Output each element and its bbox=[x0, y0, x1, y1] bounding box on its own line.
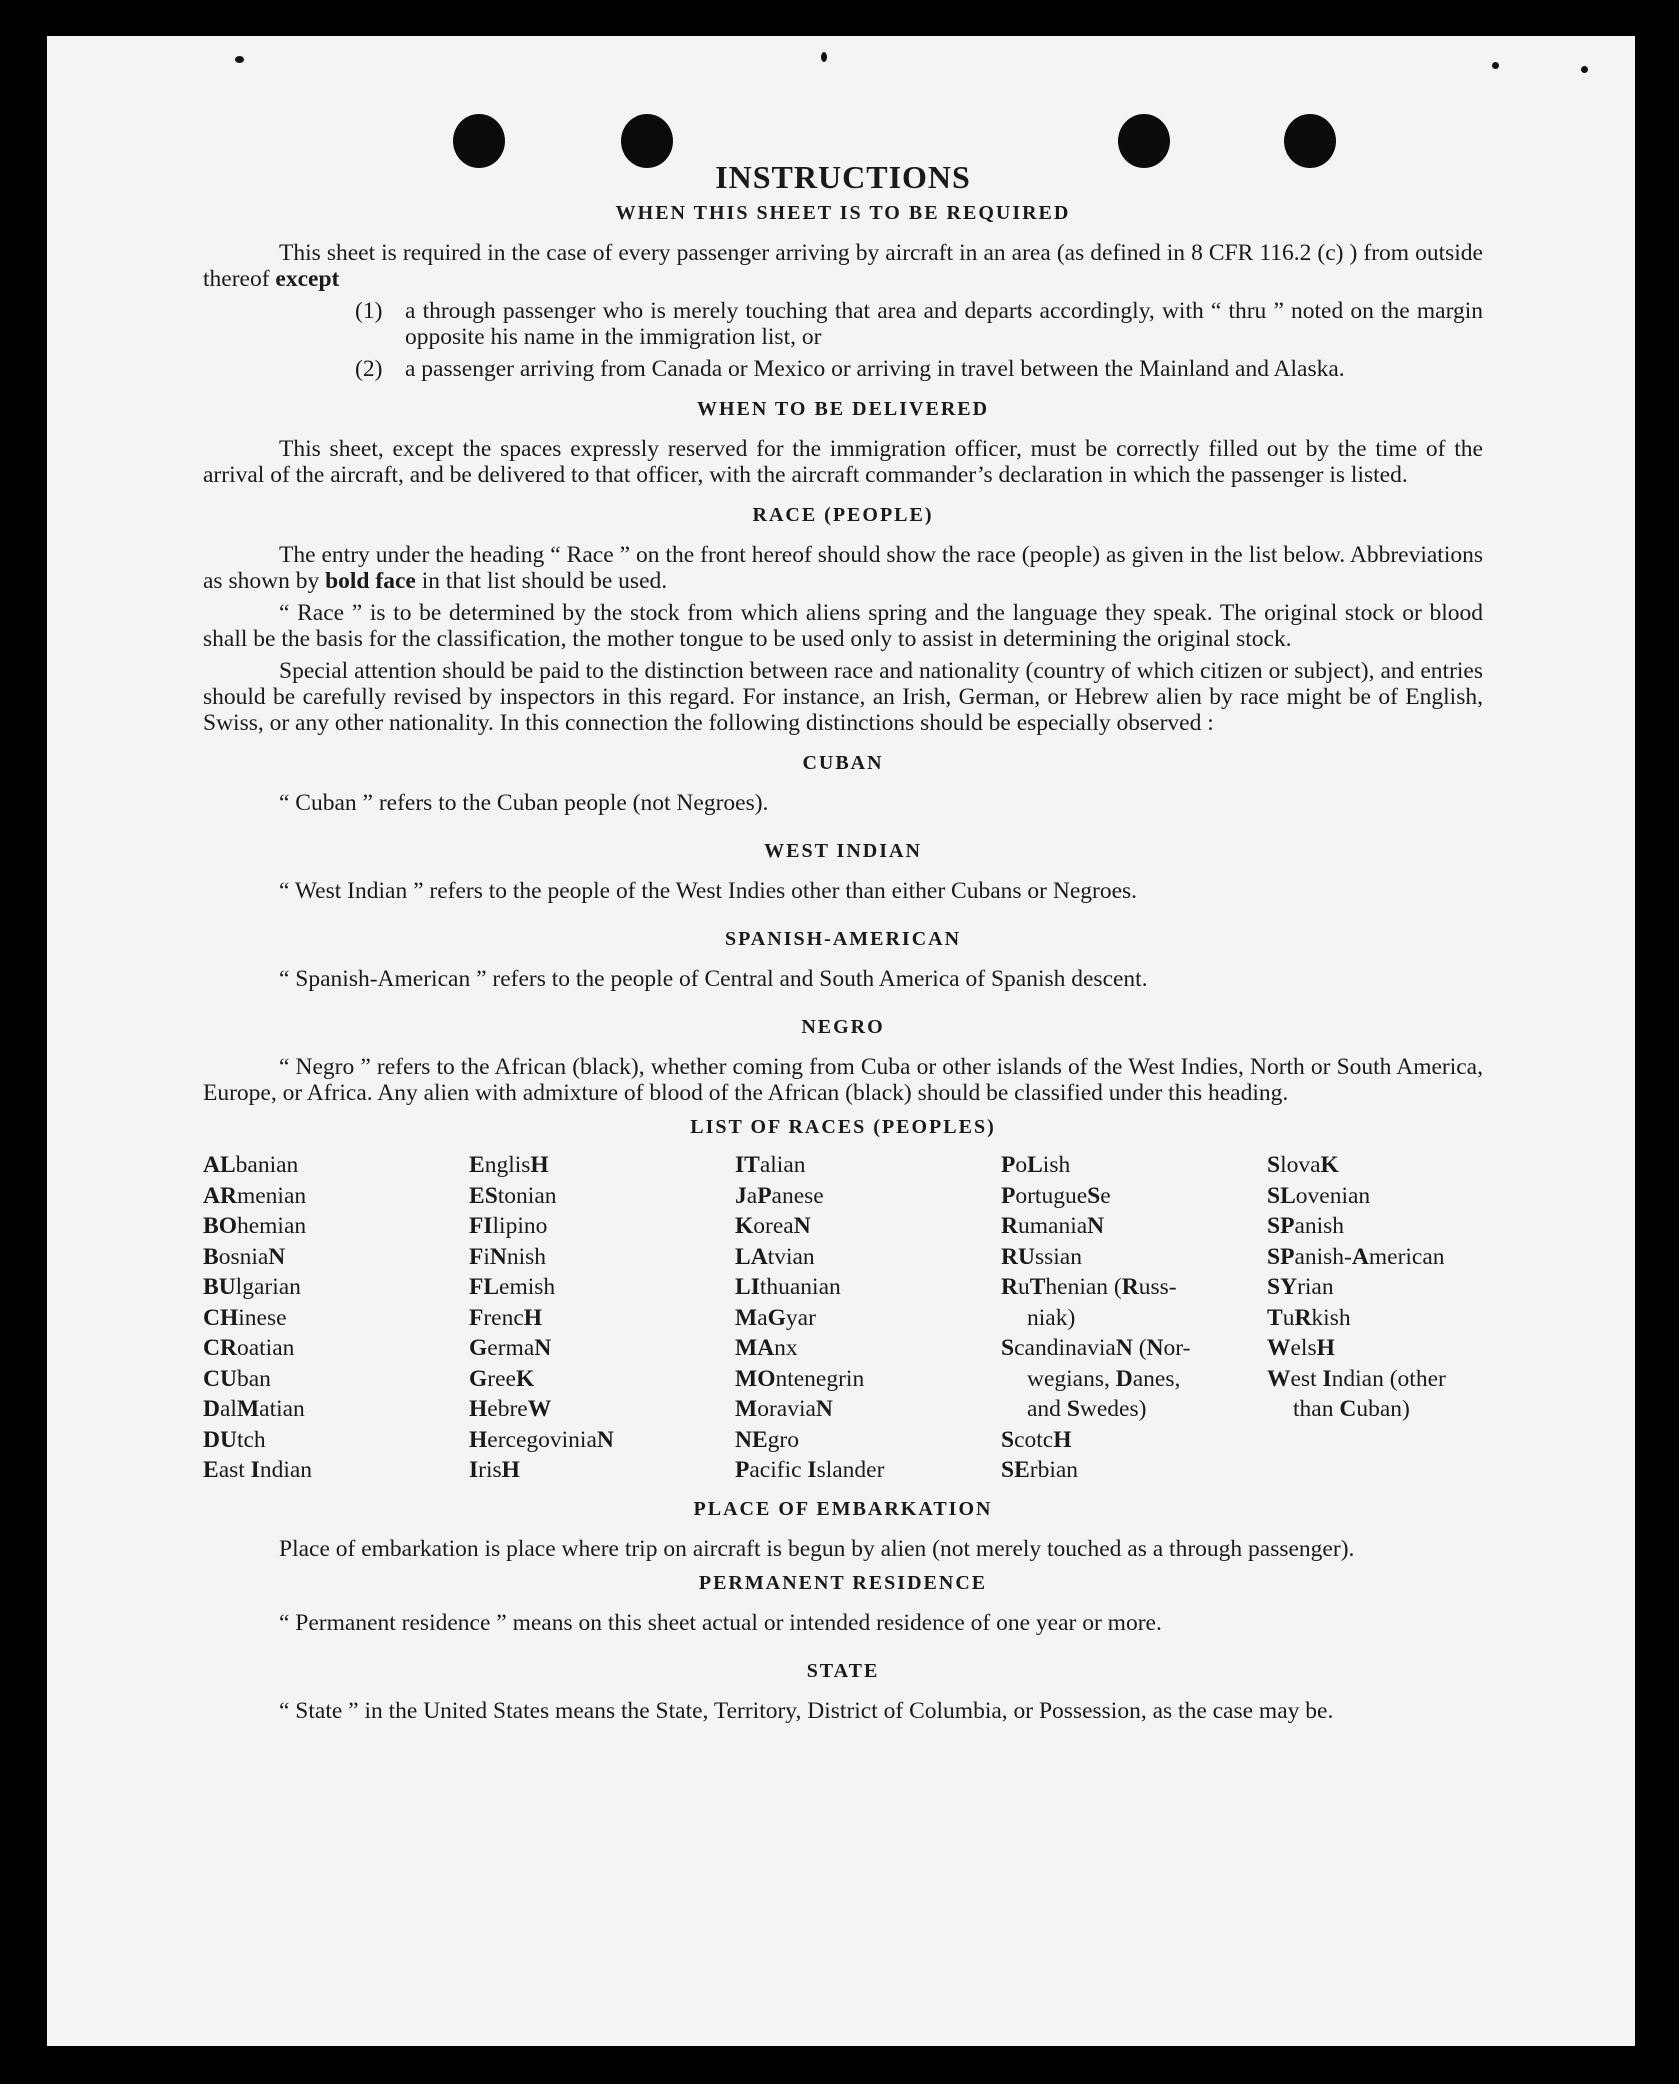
race-entry: DUtch bbox=[203, 1426, 266, 1453]
race-entry: FIlipino bbox=[469, 1213, 548, 1239]
speck bbox=[821, 52, 827, 62]
race-entry: FLemish bbox=[469, 1274, 556, 1300]
races-column bbox=[203, 1150, 469, 1486]
when-delivered-text: This sheet, except the spaces expressly reserved for the immigration officer, must be correctly filled out by the time of the arrival of the aircraft, and be delivered to that officer, with the aircraft commander’s declaration in which the passenger is listed. bbox=[203, 436, 1483, 488]
race-entry: TuRkish bbox=[1267, 1304, 1351, 1331]
race-entry: PoLish bbox=[1001, 1152, 1071, 1178]
heading-state: STATE bbox=[806, 1659, 880, 1682]
instructions-content bbox=[203, 160, 1483, 1724]
race-entry: ARmenian bbox=[203, 1182, 307, 1209]
heading-race: RACE (PEOPLE) bbox=[752, 504, 934, 526]
heading-cuban: CUBAN bbox=[802, 752, 884, 774]
race-entry: RUssian bbox=[1001, 1243, 1082, 1270]
race-entry: SlovaK bbox=[1267, 1152, 1339, 1178]
race-entry: PortugueSe bbox=[1001, 1182, 1111, 1209]
race-entry: CHinese bbox=[203, 1304, 287, 1331]
heading-residence: PERMANENT RESIDENCE bbox=[698, 1571, 988, 1594]
race-entry: RumaniaN bbox=[1001, 1213, 1105, 1239]
races-column bbox=[1267, 1150, 1487, 1486]
heading-list-of-races: LIST OF RACES (PEOPLES) bbox=[690, 1116, 996, 1138]
page-title: INSTRUCTIONS bbox=[715, 159, 971, 195]
race-entry: ITalian bbox=[735, 1152, 806, 1178]
speck bbox=[1581, 66, 1588, 73]
negro-text: “ Negro ” refers to the African (black), whether coming from Cuba or other islands of the West Indies, North or South America, Europe, or Africa. Any alien with admixture of blood of the African (black) should be classified under this heading. bbox=[203, 1054, 1483, 1106]
race-entry: BosniaN bbox=[203, 1243, 286, 1270]
race-entry: and Swedes) bbox=[1027, 1396, 1147, 1422]
race-entry: EStonian bbox=[469, 1182, 557, 1209]
race-entry: FrencH bbox=[469, 1304, 543, 1331]
race-entry: SYrian bbox=[1267, 1274, 1334, 1300]
race-entry: SErbian bbox=[1001, 1457, 1079, 1483]
race-entry: Pacific Islander bbox=[735, 1457, 885, 1483]
race-entry: SLovenian bbox=[1267, 1182, 1371, 1209]
race-entry: SPanish bbox=[1267, 1213, 1345, 1239]
race-entry: FiNnish bbox=[469, 1243, 547, 1270]
race-entry: DalMatian bbox=[203, 1396, 305, 1422]
races-column bbox=[469, 1150, 735, 1486]
race-entry: West Indian (other bbox=[1267, 1365, 1446, 1392]
race-entry: wegians, Danes, bbox=[1027, 1365, 1181, 1392]
race-entry: niak) bbox=[1027, 1304, 1076, 1331]
race-entry: BUlgarian bbox=[203, 1274, 301, 1300]
spanish-american-text: “ Spanish-American ” refers to the people of Central and South America of Spanish descent. bbox=[279, 966, 1148, 992]
heading-embarkation: PLACE OF EMBARKATION bbox=[693, 1497, 993, 1520]
heading-negro: NEGRO bbox=[801, 1016, 885, 1038]
race-entry: HercegoviniaN bbox=[469, 1426, 614, 1453]
race-entry: GreeK bbox=[469, 1365, 535, 1392]
exception-item: (2) a passenger arriving from Canada or Mexico or arriving in travel between the Mainland and Alaska. bbox=[355, 356, 1345, 382]
race-entry: CUban bbox=[203, 1365, 271, 1392]
race-entry: than Cuban) bbox=[1293, 1396, 1410, 1422]
races-list bbox=[203, 1150, 1483, 1486]
race-entry: ALbanian bbox=[203, 1152, 299, 1178]
races-column bbox=[1001, 1150, 1267, 1486]
race-entry: LAtvian bbox=[735, 1243, 815, 1270]
race-entry: KoreaN bbox=[735, 1213, 811, 1239]
cuban-text: “ Cuban ” refers to the Cuban people (not Negroes). bbox=[279, 790, 769, 816]
race-entry: MoraviaN bbox=[735, 1396, 833, 1422]
residence-text: “ Permanent residence ” means on this sheet actual or intended residence of one year or more. bbox=[279, 1609, 1162, 1636]
heading-west-indian: WEST INDIAN bbox=[764, 840, 922, 862]
race-entry: RuThenian (Russ- bbox=[1001, 1274, 1177, 1300]
race-entry: EnglisH bbox=[469, 1152, 549, 1178]
west-indian-text: “ West Indian ” refers to the people of the West Indies other than either Cubans or Negroes. bbox=[279, 878, 1138, 904]
exception-item: (1) a through passenger who is merely touching that area and departs accordingly, with “ thru ” noted on the margin opposite his name in the immigration list, or bbox=[355, 298, 1483, 350]
race-entry: NEgro bbox=[735, 1426, 799, 1453]
when-required-intro: This sheet is required in the case of every passenger arriving by aircraft in an area (as defined in 8 CFR 116.2 (c) ) from outside thereof except bbox=[203, 240, 1483, 292]
races-column bbox=[735, 1150, 1001, 1486]
heading-when-delivered: WHEN TO BE DELIVERED bbox=[696, 398, 990, 420]
race-entry: MOntenegrin bbox=[735, 1365, 865, 1392]
race-entry: ScandinaviaN (Nor- bbox=[1001, 1335, 1191, 1361]
race-entry: SPanish-American bbox=[1267, 1243, 1445, 1270]
embarkation-text: Place of embarkation is place where trip on aircraft is begun by alien (not merely touched as a through passenger). bbox=[279, 1535, 1355, 1562]
speck bbox=[235, 56, 244, 63]
race-entry: IrisH bbox=[469, 1457, 520, 1483]
race-entry: GermaN bbox=[469, 1335, 552, 1361]
state-text: “ State ” in the United States means the State, Territory, District of Columbia, or Possession, as the case may be. bbox=[279, 1697, 1334, 1724]
race-entry: MAnx bbox=[735, 1335, 798, 1361]
race-entry: BOhemian bbox=[203, 1213, 307, 1239]
speck bbox=[1492, 62, 1499, 69]
race-entry: ScotcH bbox=[1001, 1426, 1072, 1453]
heading-when-required: WHEN THIS SHEET IS TO BE REQUIRED bbox=[615, 202, 1071, 224]
race-entry: MaGyar bbox=[735, 1304, 816, 1331]
race-paragraph-3: Special attention should be paid to the distinction between race and nationality (country of which citizen or subject), and entries should be carefully revised by inspectors in this regard. For instance, an Irish, German, or Hebrew alien by race might be of English, Swiss, or any other nationality. In this connection the following distinctions should be especially observed : bbox=[203, 658, 1483, 736]
race-paragraph-1: The entry under the heading “ Race ” on the front hereof should show the race (people) as given in the list below. Abbreviations as shown by bold face in that list should be used. bbox=[203, 542, 1483, 594]
race-entry: CRoatian bbox=[203, 1335, 295, 1361]
race-entry: East Indian bbox=[203, 1457, 313, 1483]
race-entry: WelsH bbox=[1267, 1335, 1335, 1361]
race-entry: JaPanese bbox=[735, 1182, 824, 1209]
race-entry: HebreW bbox=[469, 1396, 552, 1422]
heading-spanish-american: SPANISH-AMERICAN bbox=[724, 928, 962, 950]
race-paragraph-2: “ Race ” is to be determined by the stock from which aliens spring and the language they speak. The original stock or blood shall be the basis for the classification, the mother tongue to be used only to assist in determining the original stock. bbox=[203, 600, 1483, 652]
race-entry: LIthuanian bbox=[735, 1274, 841, 1300]
